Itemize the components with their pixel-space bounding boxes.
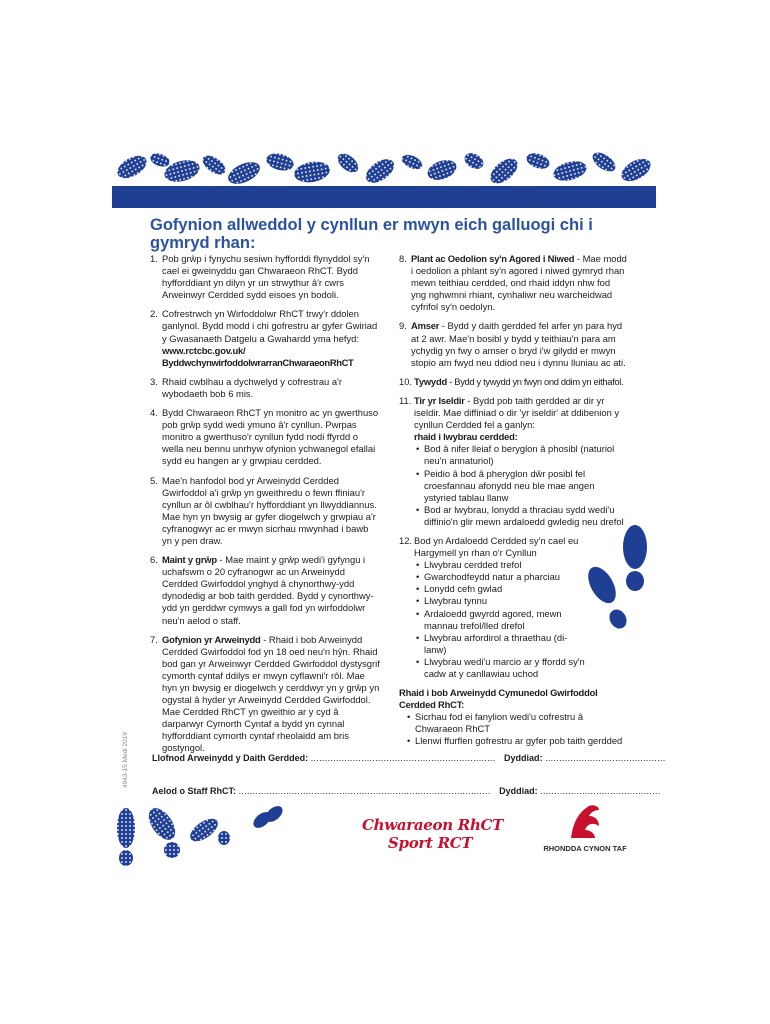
leader-signature-field[interactable]: .................................................................. [310, 753, 496, 763]
list-item: • Llwybrau tynnu [414, 595, 589, 607]
staff-signature-field[interactable]: .......................................................................................... [238, 786, 491, 796]
left-column [150, 253, 380, 762]
document-code: 4943-15 Medi 2019 [122, 731, 129, 788]
footprints-right-icon [580, 525, 660, 635]
list-item: 2. Cofrestrwch yn Wirfoddolwr RhCT trwy'r ddolen ganlynol. Bydd modd i chi gofrestru ar gyfer Gwiriad y Gwasanaeth Datgelu a Gwahardd yma hefyd: www.rctcbc.gov.uk/ ByddwchynwirfoddolwrarranChwaraeonRhCT [150, 308, 378, 368]
list-item: • Llwybrau arfordirol a thraethau (di-lanw) [414, 632, 589, 656]
list-item: • Ardaloedd gwyrdd agored, mewn mannau trefol/lled drefol [414, 608, 589, 632]
dragon-emblem-icon [565, 800, 605, 842]
list-item: 10. Tywydd - Bydd y tywydd yn fwyn ond ddim yn eithafol. [399, 375, 624, 387]
areas-bullet-list [414, 559, 589, 680]
list-item: • Peidio â bod â pheryglon dŵr posibl fel croesfannau afonydd neu ble mae angen ystyried tablau llanw [414, 468, 627, 504]
list-item: 5. Mae'n hanfodol bod yr Arweinydd Cerdded Gwirfoddol a'i grŵp yn gweithredu o fewn ffiniau'r cynllun ar ôl cwblhau'r hyfforddiant yn llwyddiannus. Mae hyn yn bwysig ar gyfer diogelwch y grwpiau a'r cyfranogwyr ac er mwyn sicrhau mwynhad i bawb yn y pen draw. [150, 474, 377, 546]
list-item: 11. Tir yr Iseldir - Bydd pob taith gerdded ar dir yr iseldir. Mae diffiniad o dir 'yr iseldir' at ddibenion y cynllun Cerdded fel a ganlyn: rhaid i lwybrau cerdded: • Bod â nifer lleiaf o beryglon â phosibl (naturiol neu'n annaturiol) • Peidio â bod â pheryglon dŵr posibl fel croesfannau afonydd neu ble mae angen ystyried tablau llanw • Bod ar lwybrau, lonydd a thraciau sydd wedi'u diffinio'n glir mewn ardaloedd gwledig neu drefol [399, 395, 627, 528]
list-item: 1. Pob grŵp i fynychu sesiwn hyfforddi flynyddol sy'n cael ei gweinyddu gan Chwaraeon RhCT. Bydd hyfforddiant yn dilyn yr un strwythur â'r cwrs Arweinwyr Cerdded sydd eisoes yn bodoli. [150, 253, 370, 301]
right-column [399, 253, 627, 748]
list-item: 3. Rhaid cwblhau a dychwelyd y cofrestrau a'r wybodaeth bob 6 mis. [150, 375, 343, 399]
organiser-heading: Rhaid i bob Arweinydd Cymunedol Gwirfoddol Cerdded RhCT: [399, 687, 598, 711]
list-item: • Gwarchodfeydd natur a pharciau [414, 571, 589, 583]
list-item: • Lonydd cefn gwlad [414, 583, 589, 595]
list-item: 4. Bydd Chwaraeon RhCT yn monitro ac yn gwerthuso pob grŵp sydd wedi ymuno â'r cynllun. Pwrpas monitro a gwerthuso'r cynllun fydd nodi ffyrdd o wella neu bennu unrhyw ofynion ychwanegol efallai sydd eu hangen ar y grwpiau cerdded. [150, 407, 379, 467]
staff-signature-line: Aelod o Staff RhCT: .......................................................................................... Dyddiad: ........................................... [152, 786, 661, 796]
footprints-footer-icon [112, 800, 292, 870]
terrain-bullet-list [414, 443, 627, 528]
page-title: Gofynion allweddol y cynllun er mwyn eich galluogi chi i gymryd rhan: [150, 216, 593, 252]
list-item: 12. Bod yn Ardaloedd Cerdded sy'n cael eu Hargymell yn rhan o'r Cynllun • Llwybrau cerdded trefol • Gwarchodfeydd natur a pharciau • Lonydd cefn gwlad • Llwybrau tynnu • Ardaloedd gwyrdd agored, mewn mannau trefol/lled drefol • Llwybrau arfordirol a thraethau (di-lanw) • Llwybrau wedi'u marcio ar y ffordd sy'n cadw at y canllawiau uchod [399, 535, 589, 680]
volunteer-link[interactable]: www.rctcbc.gov.uk/ [162, 344, 246, 356]
list-item: • Bod ar lwybrau, lonydd a thraciau sydd wedi'u diffinio'n glir mewn ardaloedd gwledig neu drefol [414, 504, 627, 528]
list-item: • Llwybrau cerdded trefol [414, 559, 589, 571]
volunteer-link-path[interactable]: ByddwchynwirfoddolwrarranChwaraeonRhCT [162, 356, 354, 368]
list-item: 6. Maint y grŵp - Mae maint y grŵp wedi'i gyfyngu i uchafswm o 20 cyfranogwr ac un Arweinydd Cerdded Gwirfoddol ynghyd â chynorthwy-ydd dynodedig ar bob taith gerdded. Bydd y cynorthwy-ydd yn gerddwr cymwys a gall fod yn wirfoddolwr neu'n aelod o staff. [150, 554, 374, 626]
leader-signature-line: Llofnod Arweinydd y Daith Gerdded: .................................................................. Dyddiad: ........................................... [152, 753, 666, 763]
rhondda-cynon-taf-logo: RHONDDA CYNON TAF [530, 800, 640, 860]
list-item: • Bod â nifer lleiaf o beryglon â phosibl (naturiol neu'n annaturiol) [414, 443, 627, 467]
list-item: 7. Gofynion yr Arweinydd - Rhaid i bob Arweinydd Cerdded Gwirfoddol fod yn 18 oed neu'n hŷn. Rhaid bod gan yr Arweinwyr Cerdded Gwirfoddol dystysgrif cymorth cyntaf ddilys er mwyn cyflawni'r rôl. Mae hyn yn bwysig er diogelwch y cerddwyr yn y grŵp yn ogystal â hyder yr Arweinydd Cerdded Gwirfoddol. Mae Cerdded RhCT yn gweithio ar y cyd â darparwyr Cymorth Cyntaf a bydd yn cynnal hyfforddiant cymorth cyntaf rheolaidd am bris gostyngol. [150, 633, 380, 754]
list-item: • Sicrhau fod ei fanylion wedi'u cofrestru â Chwaraeon RhCT [405, 711, 627, 735]
leader-date-field[interactable]: ........................................... [545, 753, 666, 763]
staff-date-field[interactable]: ........................................... [540, 786, 661, 796]
list-item: 9. Amser - Bydd y daith gerdded fel arfer yn para hyd at 2 awr. Mae'n bosibl y bydd y teithiau'n para am ychydig yn fwy o amser o bryd i'w gilydd er mwyn stopio am fwyd neu ddiod neu i dynnu lluniau ac ati. [399, 320, 626, 368]
list-item: • Llwybrau wedi'u marcio ar y ffordd sy'n cadw at y canllawiau uchod [414, 656, 589, 680]
subheading: rhaid i lwybrau cerdded: [414, 431, 518, 443]
organiser-bullet-list [399, 711, 627, 747]
chwaraeon-rhct-logo: Chwaraeon RhCT Sport RCT [362, 816, 504, 852]
footprints-banner-icon [112, 145, 656, 190]
list-item: 8. Plant ac Oedolion sy'n Agored i Niwed - Mae modd i oedolion a phlant sy'n agored i niwed gymryd rhan mewn teithiau cerdded, ond rhaid iddyn nhw fod yng nghwmni rhiant, cynhaliwr neu warcheidwad cyfrifol sy'n oedolyn. [399, 253, 627, 313]
list-item: • Llenwi ffurflen gofrestru ar gyfer pob taith gerdded [405, 735, 627, 747]
organiser-requirements [399, 687, 627, 747]
